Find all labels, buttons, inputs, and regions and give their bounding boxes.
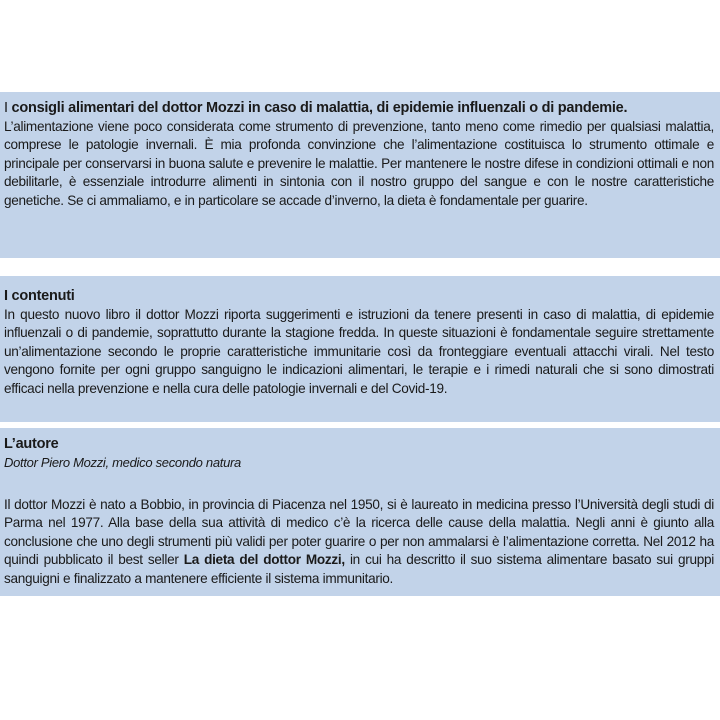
author-heading: L’autore: [4, 436, 59, 452]
intro-heading-lead: I: [4, 100, 8, 116]
author-body: [4, 496, 714, 588]
intro-body: L’alimentazione viene poco considerata come strumento di prevenzione, tanto meno come rimedio per qualsiasi malattia, comprese le patologie invernali. È mia profonda convinzione che l’alimentazione costituisca lo strumento ottimale e principale per conservarsi in buona salute e prevenire le malattie. Per mantenere le nostre difese in condizioni ottimali e non debilitarle, è essenziale introdurre alimenti in sintonia con il nostro gruppo del sangue e con le nostre caratteristiche genetiche. Se ci ammaliamo, e in particolare se accade d’inverno, la dieta è fondamentale per guarire.: [4, 119, 714, 208]
intro-panel: [0, 92, 720, 258]
intro-heading-rest: consigli alimentari del dottor Mozzi in caso di malattia, di epidemie influenzali o di pandemie.: [7, 100, 628, 116]
author-panel: [0, 428, 720, 596]
intro-heading: [4, 98, 714, 118]
author-body-text-2: in cui ha descritto il suo sistema alimentare basato sui gruppi sanguigni e finalizzato a mantenere efficiente il sistema immunitario.: [4, 552, 714, 586]
author-body-text-1: Il dottor Mozzi è nato a Bobbio, in provincia di Piacenza nel 1950, si è laureato in medicina presso l’Università degli studi di Parma nel 1977. Alla base della sua attività di medico c’è la ricerca delle cause della malattia. Negli anni è giunto alla conclusione che uno degli strumenti più validi per poter guarire o per non ammalarsi è l’alimentazione corretta. Nel 2012 ha quindi pubblicato il best seller: [4, 497, 714, 568]
book-title: La dieta del dottor Mozzi,: [183, 552, 345, 568]
contents-panel: [0, 276, 720, 422]
contents-body: In questo nuovo libro il dottor Mozzi riporta suggerimenti e istruzioni da tenere presenti in caso di malattia, di epidemie influenzali o di pandemie, soprattutto durante la stagione fredda. In queste situazioni è fondamentale seguire strettamente un’alimentazione secondo le proprie caratteristiche immunitarie così da fronteggiare eventuali attacchi virali. Nel testo vengono fornite per ogni gruppo sanguigno le indicazioni alimentari, le terapie e i rimedi naturali che si sono dimostrati efficaci nella prevenzione e nella cura delle patologie invernali e del Covid-19.: [4, 307, 714, 396]
author-subtitle: Dottor Piero Mozzi, medico secondo natura: [4, 455, 241, 470]
contents-heading: I contenuti: [4, 288, 75, 304]
